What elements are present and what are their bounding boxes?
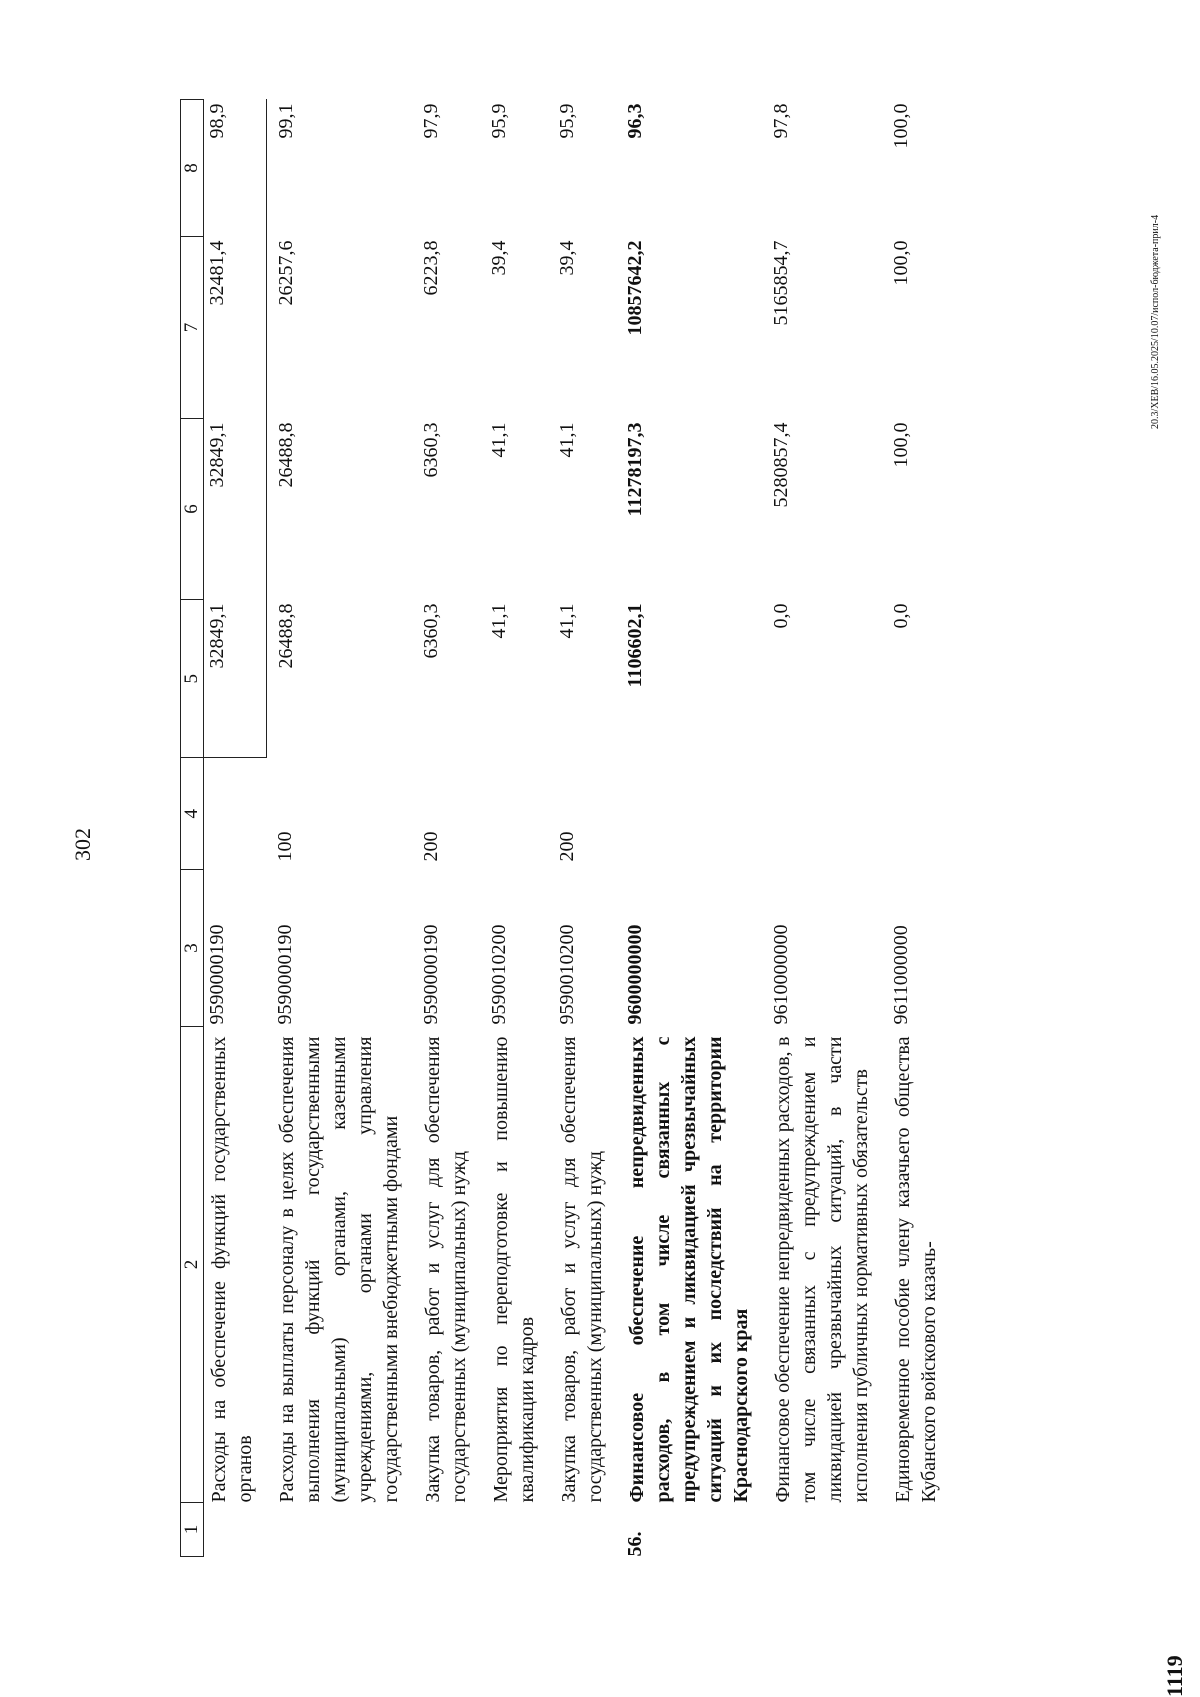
expense-name: Финансовое обеспечение непредвиденных расходов, в том числе связанных с предупреждением и ликвидацией чрезвычайных ситуаций и их последствий на территории Краснодарского края	[626, 1036, 752, 1503]
expense-kind	[204, 758, 267, 870]
expense-kind	[762, 758, 882, 870]
row-number	[762, 1503, 882, 1557]
row-number	[480, 1503, 548, 1557]
table-row	[548, 100, 616, 1557]
expense-name: Мероприятия по переподготовке и повышению квалификации кадров	[490, 1036, 538, 1503]
value-col-7: 100,0	[890, 240, 912, 286]
col-header-7: 7	[181, 237, 204, 419]
value-col-8: 100,0	[890, 103, 912, 149]
row-number	[266, 1503, 412, 1557]
expense-name: Расходы на выплаты персоналу в целях обеспечения выполнения функций государственными (муниципальными) органами, казенными учреждениями, органами управления государственными внебюджетными фондами	[276, 1036, 402, 1503]
col-header-1: 1	[181, 1503, 204, 1557]
row-number: 56.	[624, 1531, 646, 1557]
table-row	[762, 100, 882, 1557]
table-row	[266, 100, 412, 1557]
value-col-5: 32849,1	[204, 600, 267, 759]
table-row	[204, 100, 267, 1557]
expense-name: Единовременное пособие члену казачьего общества Кубанского войскового казачь-	[892, 1036, 940, 1503]
expense-name: Расходы на обеспечение функций государственных органов	[208, 1036, 256, 1503]
target-code: 9611000000	[890, 925, 912, 1025]
value-col-8: 97,9	[420, 103, 442, 139]
target-code: 9590010200	[488, 924, 510, 1025]
value-col-7: 39,4	[488, 240, 510, 276]
target-code: 9590000190	[420, 924, 442, 1025]
row-number	[412, 1503, 480, 1557]
value-col-8: 96,3	[624, 103, 646, 139]
expense-kind: 100	[274, 831, 296, 862]
target-code: 9590000190	[206, 924, 228, 1025]
budget-table	[180, 99, 950, 1557]
expense-kind: 200	[420, 831, 442, 862]
col-header-6: 6	[181, 419, 204, 600]
expense-name: Финансовое обеспечение непредвиденных расходов, в том числе связанных с предупреждением и ликвидацией чрезвычайных ситуаций, в части исполнения публичных нормативных обязательств	[772, 1036, 872, 1503]
value-col-6: 26488,8	[274, 422, 297, 488]
table-row	[412, 100, 480, 1557]
value-col-6: 100,0	[890, 422, 912, 468]
table-row	[480, 100, 548, 1557]
value-col-6: 11278197,3	[624, 422, 646, 517]
col-header-3: 3	[181, 870, 204, 1027]
value-col-7: 26257,6	[274, 240, 297, 306]
table-row	[882, 100, 950, 1557]
page-number: 302	[70, 828, 95, 861]
col-header-4: 4	[181, 758, 204, 870]
value-col-7: 5165854,7	[770, 240, 792, 326]
value-col-7: 32481,4	[204, 237, 267, 419]
target-code: 9610000000	[770, 924, 792, 1025]
target-code: 9600000000	[624, 924, 646, 1025]
value-col-7: 6223,8	[420, 240, 442, 296]
row-number	[548, 1503, 616, 1557]
footer-page-number: 1119	[1162, 1655, 1187, 1697]
table-row-section	[616, 100, 762, 1557]
value-col-8: 98,9	[204, 100, 267, 237]
expense-kind: 200	[556, 831, 578, 862]
value-col-5: 0,0	[770, 603, 792, 629]
document-code: 20.3/XEB/16.05.2025/10.07/испол-бюджета-прил-4	[1150, 214, 1161, 429]
value-col-6: 6360,3	[420, 422, 442, 478]
expense-kind	[480, 758, 548, 870]
col-header-5: 5	[181, 600, 204, 759]
expense-kind	[882, 758, 950, 870]
value-col-5: 26488,8	[274, 603, 297, 669]
col-header-2: 2	[181, 1027, 204, 1503]
value-col-8: 99,1	[274, 103, 297, 139]
row-number	[204, 1503, 267, 1557]
expense-name: Закупка товаров, работ и услуг для обеспечения государственных (муниципальных) нужд	[558, 1036, 606, 1503]
value-col-5: 0,0	[890, 603, 912, 629]
value-col-8: 95,9	[556, 103, 578, 139]
column-number-row	[181, 100, 204, 1557]
value-col-6: 41,1	[556, 422, 578, 458]
value-col-7: 39,4	[556, 240, 578, 276]
value-col-6: 5280857,4	[770, 422, 792, 508]
expense-name: Закупка товаров, работ и услуг для обеспечения государственных (муниципальных) нужд	[422, 1036, 470, 1503]
value-col-8: 95,9	[488, 103, 510, 139]
target-code: 9590000190	[274, 924, 296, 1025]
value-col-6: 32849,1	[204, 419, 267, 600]
value-col-8: 97,8	[770, 103, 792, 139]
col-header-8: 8	[181, 100, 204, 237]
row-number	[882, 1503, 950, 1557]
value-col-5: 41,1	[556, 603, 578, 639]
expense-kind	[616, 758, 762, 870]
value-col-6: 41,1	[488, 422, 510, 458]
value-col-5: 41,1	[488, 603, 510, 639]
value-col-7: 10857642,2	[624, 240, 646, 336]
value-col-5: 6360,3	[420, 603, 442, 659]
value-col-5: 1106602,1	[624, 603, 646, 688]
target-code: 9590010200	[556, 924, 578, 1025]
